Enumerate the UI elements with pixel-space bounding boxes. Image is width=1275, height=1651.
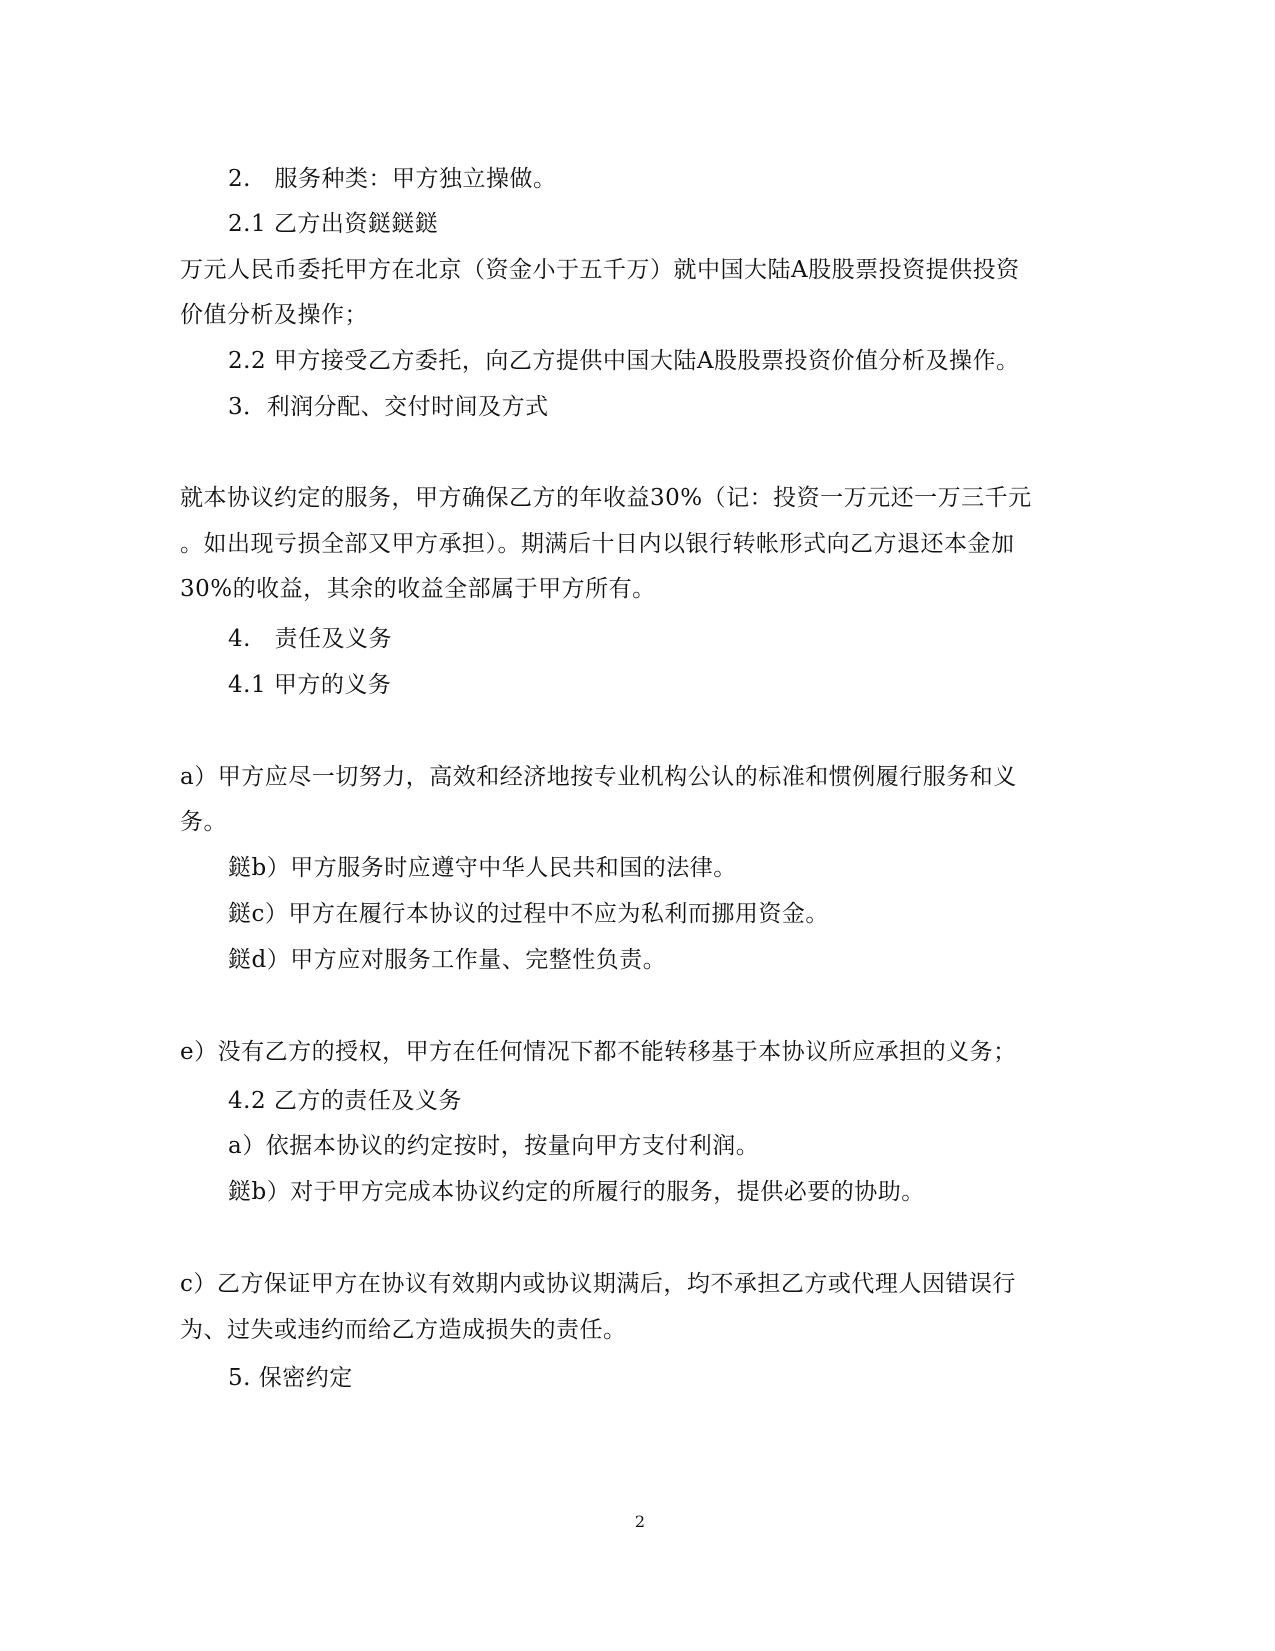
section-5-heading: 5. 保密约定 <box>228 1365 353 1391</box>
paragraph-line: 。如出现亏损全部又甲方承担）。期满后十日内以银行转帐形式向乙方退还本金加 <box>180 531 1015 557</box>
paragraph-line: a）甲方应尽一切努力，高效和经济地按专业机构公认的标准和惯例履行服务和义 <box>180 764 1017 790</box>
paragraph-line: 就本协议约定的服务，甲方确保乙方的年收益30%（记：投资一万元还一万三千元 <box>180 485 1032 511</box>
list-item: e）没有乙方的授权，甲方在任何情况下都不能转移基于本协议所应承担的义务； <box>180 1039 1017 1065</box>
page-number: 2 <box>634 1512 646 1531</box>
section-4-heading: 4. 责任及义务 <box>228 626 392 652</box>
list-item: 鎹c）甲方在履行本协议的过程中不应为私利而挪用资金。 <box>228 901 829 927</box>
list-item: 鎹d）甲方应对服务工作量、完整性负责。 <box>228 947 667 973</box>
paragraph-line: 务。 <box>180 809 227 835</box>
paragraph-line: 为、过失或违约而给乙方造成损失的责任。 <box>180 1317 627 1343</box>
section-2-heading: 2. 服务种类：甲方独立操做。 <box>228 166 557 192</box>
section-3-heading: 3．利润分配、交付时间及方式 <box>228 394 549 420</box>
clause-4-2: 4.2 乙方的责任及义务 <box>228 1088 462 1114</box>
paragraph-line: c）乙方保证甲方在协议有效期内或协议期满后，均不承担乙方或代理人因错误行 <box>180 1271 1016 1297</box>
paragraph-line: 价值分析及操作； <box>180 302 368 328</box>
clause-2-1: 2.1 乙方出资鎹鎹鎹 <box>228 211 439 237</box>
list-item: 鎹b）对于甲方完成本协议约定的所履行的服务，提供必要的协助。 <box>228 1179 925 1205</box>
paragraph-line: 万元人民币委托甲方在北京（资金小于五千万）就中国大陆A股股票投资提供投资 <box>180 257 1020 283</box>
paragraph-line: 30%的收益，其余的收益全部属于甲方所有。 <box>180 576 656 602</box>
list-item: 鎹b）甲方服务时应遵守中华人民共和国的法律。 <box>228 855 737 881</box>
clause-2-2: 2.2 甲方接受乙方委托，向乙方提供中国大陆A股股票投资价值分析及操作。 <box>228 348 1020 374</box>
clause-4-1: 4.1 甲方的义务 <box>228 672 392 698</box>
list-item: a）依据本协议的约定按时，按量向甲方支付利润。 <box>228 1133 760 1159</box>
